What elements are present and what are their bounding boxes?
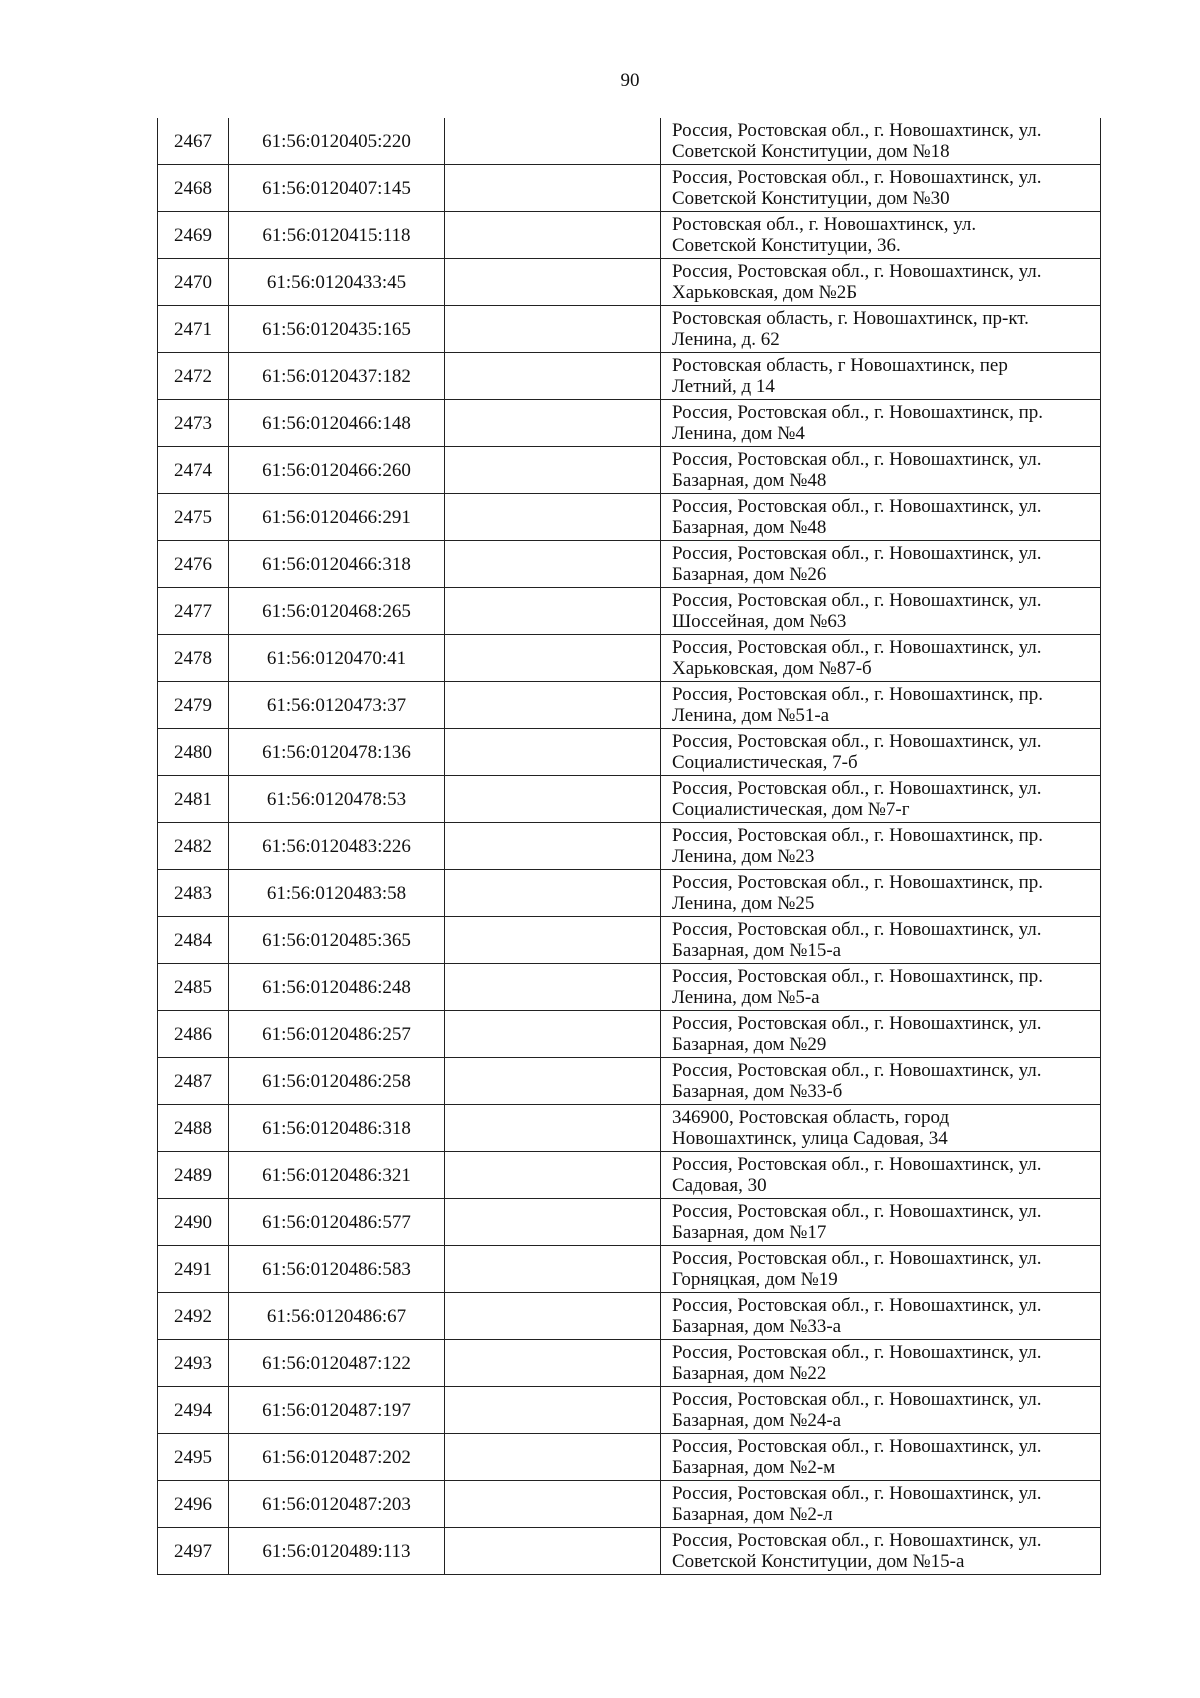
cadastral-number-cell: 61:56:0120487:203 xyxy=(229,1481,445,1528)
table-row xyxy=(158,494,1101,541)
cadastral-number-cell: 61:56:0120486:583 xyxy=(229,1246,445,1293)
row-number-cell: 2472 xyxy=(158,353,229,400)
row-number-cell: 2487 xyxy=(158,1058,229,1105)
table-row xyxy=(158,353,1101,400)
address-line-2: Социалистическая, дом №7-г xyxy=(672,799,910,820)
address-cell xyxy=(661,682,1101,729)
cadastral-number-cell: 61:56:0120435:165 xyxy=(229,306,445,353)
address-cell xyxy=(661,729,1101,776)
address-line-2: Летний, д 14 xyxy=(672,376,775,397)
empty-cell xyxy=(445,823,661,870)
address-line-2: Базарная, дом №15-а xyxy=(672,940,842,961)
row-number-cell: 2497 xyxy=(158,1528,229,1575)
table-row xyxy=(158,964,1101,1011)
empty-cell xyxy=(445,1199,661,1246)
table-row xyxy=(158,1481,1101,1528)
address-line-1: Россия, Ростовская обл., г. Новошахтинск, пр. xyxy=(672,684,1044,705)
cadastral-number-cell: 61:56:0120487:122 xyxy=(229,1340,445,1387)
table-row xyxy=(158,682,1101,729)
cadastral-number-cell: 61:56:0120486:577 xyxy=(229,1199,445,1246)
address-line-1: Россия, Ростовская обл., г. Новошахтинск, ул. xyxy=(672,120,1042,141)
cadastral-number-cell: 61:56:0120405:220 xyxy=(229,118,445,165)
address-line-1: Россия, Ростовская обл., г. Новошахтинск, ул. xyxy=(672,1201,1042,1222)
row-number-cell: 2494 xyxy=(158,1387,229,1434)
row-number-cell: 2476 xyxy=(158,541,229,588)
row-number-cell: 2489 xyxy=(158,1152,229,1199)
address-line-2: Базарная, дом №22 xyxy=(672,1363,827,1384)
address-line-1: Россия, Ростовская обл., г. Новошахтинск, пр. xyxy=(672,872,1044,893)
address-line-2: Садовая, 30 xyxy=(672,1175,767,1196)
address-cell xyxy=(661,447,1101,494)
cadastral-number-cell: 61:56:0120483:226 xyxy=(229,823,445,870)
address-line-1: Россия, Ростовская обл., г. Новошахтинск, ул. xyxy=(672,1483,1042,1504)
table-row xyxy=(158,1340,1101,1387)
address-cell xyxy=(661,964,1101,1011)
empty-cell xyxy=(445,447,661,494)
row-number-cell: 2468 xyxy=(158,165,229,212)
table-row xyxy=(158,1199,1101,1246)
address-line-1: Россия, Ростовская обл., г. Новошахтинск, ул. xyxy=(672,637,1042,658)
table-row xyxy=(158,776,1101,823)
address-line-1: 346900, Ростовская область, город xyxy=(672,1107,950,1128)
address-cell xyxy=(661,870,1101,917)
address-cell xyxy=(661,165,1101,212)
empty-cell xyxy=(445,306,661,353)
address-line-1: Россия, Ростовская обл., г. Новошахтинск, ул. xyxy=(672,1154,1042,1175)
empty-cell xyxy=(445,353,661,400)
empty-cell xyxy=(445,682,661,729)
address-line-2: Новошахтинск, улица Садовая, 34 xyxy=(672,1128,948,1149)
row-number-cell: 2474 xyxy=(158,447,229,494)
empty-cell xyxy=(445,118,661,165)
address-cell xyxy=(661,1246,1101,1293)
table-row xyxy=(158,729,1101,776)
table-row xyxy=(158,400,1101,447)
table-row xyxy=(158,1105,1101,1152)
address-line-1: Россия, Ростовская обл., г. Новошахтинск, ул. xyxy=(672,1342,1042,1363)
table-row xyxy=(158,541,1101,588)
row-number-cell: 2473 xyxy=(158,400,229,447)
address-line-1: Россия, Ростовская обл., г. Новошахтинск, ул. xyxy=(672,496,1042,517)
row-number-cell: 2479 xyxy=(158,682,229,729)
row-number-cell: 2496 xyxy=(158,1481,229,1528)
address-line-1: Россия, Ростовская обл., г. Новошахтинск, ул. xyxy=(672,543,1042,564)
cadastral-number-cell: 61:56:0120489:113 xyxy=(229,1528,445,1575)
row-number-cell: 2477 xyxy=(158,588,229,635)
table-row xyxy=(158,1293,1101,1340)
empty-cell xyxy=(445,1387,661,1434)
table-row xyxy=(158,447,1101,494)
empty-cell xyxy=(445,259,661,306)
table-row xyxy=(158,1528,1101,1575)
address-line-1: Россия, Ростовская обл., г. Новошахтинск, ул. xyxy=(672,731,1042,752)
empty-cell xyxy=(445,400,661,447)
empty-cell xyxy=(445,1011,661,1058)
address-line-1: Россия, Ростовская обл., г. Новошахтинск, ул. xyxy=(672,167,1042,188)
cadastral-number-cell: 61:56:0120473:37 xyxy=(229,682,445,729)
address-line-1: Россия, Ростовская обл., г. Новошахтинск, пр. xyxy=(672,966,1044,987)
address-line-2: Советской Конституции, дом №18 xyxy=(672,141,950,162)
address-cell xyxy=(661,588,1101,635)
address-line-1: Ростовская обл., г. Новошахтинск, ул. xyxy=(672,214,977,235)
registry-table xyxy=(157,118,1101,1575)
table-row xyxy=(158,1434,1101,1481)
row-number-cell: 2482 xyxy=(158,823,229,870)
table-row xyxy=(158,635,1101,682)
address-line-1: Россия, Ростовская обл., г. Новошахтинск, ул. xyxy=(672,1295,1042,1316)
row-number-cell: 2467 xyxy=(158,118,229,165)
address-line-1: Россия, Ростовская обл., г. Новошахтинск, ул. xyxy=(672,778,1042,799)
address-cell xyxy=(661,494,1101,541)
address-cell xyxy=(661,212,1101,259)
row-number-cell: 2486 xyxy=(158,1011,229,1058)
address-line-2: Харьковская, дом №87-б xyxy=(672,658,872,679)
address-cell xyxy=(661,1481,1101,1528)
empty-cell xyxy=(445,165,661,212)
empty-cell xyxy=(445,1481,661,1528)
cadastral-number-cell: 61:56:0120437:182 xyxy=(229,353,445,400)
address-line-1: Россия, Ростовская обл., г. Новошахтинск, ул. xyxy=(672,449,1042,470)
empty-cell xyxy=(445,1105,661,1152)
address-cell xyxy=(661,259,1101,306)
address-cell xyxy=(661,776,1101,823)
cadastral-number-cell: 61:56:0120486:258 xyxy=(229,1058,445,1105)
row-number-cell: 2478 xyxy=(158,635,229,682)
address-cell xyxy=(661,1387,1101,1434)
row-number-cell: 2484 xyxy=(158,917,229,964)
row-number-cell: 2492 xyxy=(158,1293,229,1340)
registry-table-body xyxy=(158,118,1101,1575)
row-number-cell: 2485 xyxy=(158,964,229,1011)
row-number-cell: 2471 xyxy=(158,306,229,353)
address-line-1: Россия, Ростовская обл., г. Новошахтинск, пр. xyxy=(672,825,1044,846)
cadastral-number-cell: 61:56:0120486:257 xyxy=(229,1011,445,1058)
cadastral-number-cell: 61:56:0120485:365 xyxy=(229,917,445,964)
address-line-1: Россия, Ростовская обл., г. Новошахтинск, ул. xyxy=(672,919,1042,940)
address-cell xyxy=(661,1293,1101,1340)
row-number-cell: 2475 xyxy=(158,494,229,541)
empty-cell xyxy=(445,870,661,917)
address-line-2: Шоссейная, дом №63 xyxy=(672,611,847,632)
table-row xyxy=(158,1011,1101,1058)
address-cell xyxy=(661,400,1101,447)
row-number-cell: 2491 xyxy=(158,1246,229,1293)
cadastral-number-cell: 61:56:0120487:197 xyxy=(229,1387,445,1434)
address-cell xyxy=(661,1058,1101,1105)
empty-cell xyxy=(445,1152,661,1199)
address-line-1: Россия, Ростовская обл., г. Новошахтинск, ул. xyxy=(672,590,1042,611)
table-row xyxy=(158,917,1101,964)
address-line-2: Советской Конституции, 36. xyxy=(672,235,901,256)
table-row xyxy=(158,212,1101,259)
address-cell xyxy=(661,1105,1101,1152)
table-row xyxy=(158,259,1101,306)
address-cell xyxy=(661,823,1101,870)
empty-cell xyxy=(445,729,661,776)
address-line-1: Россия, Ростовская обл., г. Новошахтинск, ул. xyxy=(672,1060,1042,1081)
address-cell xyxy=(661,1434,1101,1481)
empty-cell xyxy=(445,1246,661,1293)
address-line-2: Советской Конституции, дом №30 xyxy=(672,188,950,209)
cadastral-number-cell: 61:56:0120470:41 xyxy=(229,635,445,682)
table-row xyxy=(158,870,1101,917)
table-row xyxy=(158,1152,1101,1199)
address-line-2: Базарная, дом №33-б xyxy=(672,1081,843,1102)
address-line-1: Россия, Ростовская обл., г. Новошахтинск, ул. xyxy=(672,1530,1042,1551)
address-line-2: Горняцкая, дом №19 xyxy=(672,1269,838,1290)
table-row xyxy=(158,165,1101,212)
address-line-2: Базарная, дом №29 xyxy=(672,1034,827,1055)
address-line-1: Ростовская область, г Новошахтинск, пер xyxy=(672,355,1008,376)
cadastral-number-cell: 61:56:0120407:145 xyxy=(229,165,445,212)
address-line-2: Базарная, дом №24-а xyxy=(672,1410,842,1431)
address-cell xyxy=(661,306,1101,353)
address-line-2: Ленина, д. 62 xyxy=(672,329,780,350)
address-cell xyxy=(661,1340,1101,1387)
empty-cell xyxy=(445,1528,661,1575)
address-line-2: Базарная, дом №2-м xyxy=(672,1457,836,1478)
empty-cell xyxy=(445,494,661,541)
address-cell xyxy=(661,118,1101,165)
row-number-cell: 2488 xyxy=(158,1105,229,1152)
cadastral-number-cell: 61:56:0120487:202 xyxy=(229,1434,445,1481)
address-line-2: Базарная, дом №48 xyxy=(672,517,827,538)
cadastral-number-cell: 61:56:0120486:248 xyxy=(229,964,445,1011)
row-number-cell: 2495 xyxy=(158,1434,229,1481)
empty-cell xyxy=(445,917,661,964)
cadastral-number-cell: 61:56:0120486:67 xyxy=(229,1293,445,1340)
cadastral-number-cell: 61:56:0120478:136 xyxy=(229,729,445,776)
address-cell xyxy=(661,1011,1101,1058)
address-line-2: Ленина, дом №51-а xyxy=(672,705,830,726)
address-line-1: Россия, Ростовская обл., г. Новошахтинск, ул. xyxy=(672,261,1042,282)
cadastral-number-cell: 61:56:0120466:260 xyxy=(229,447,445,494)
cadastral-number-cell: 61:56:0120433:45 xyxy=(229,259,445,306)
empty-cell xyxy=(445,776,661,823)
address-line-1: Ростовская область, г. Новошахтинск, пр-кт. xyxy=(672,308,1029,329)
cadastral-number-cell: 61:56:0120466:148 xyxy=(229,400,445,447)
address-cell xyxy=(661,353,1101,400)
row-number-cell: 2480 xyxy=(158,729,229,776)
address-line-1: Россия, Ростовская обл., г. Новошахтинск, ул. xyxy=(672,1436,1042,1457)
address-cell xyxy=(661,917,1101,964)
row-number-cell: 2490 xyxy=(158,1199,229,1246)
cadastral-number-cell: 61:56:0120468:265 xyxy=(229,588,445,635)
empty-cell xyxy=(445,212,661,259)
table-row xyxy=(158,1387,1101,1434)
address-cell xyxy=(661,1199,1101,1246)
row-number-cell: 2469 xyxy=(158,212,229,259)
table-row xyxy=(158,823,1101,870)
empty-cell xyxy=(445,1434,661,1481)
address-line-2: Ленина, дом №23 xyxy=(672,846,815,867)
empty-cell xyxy=(445,1340,661,1387)
address-line-2: Социалистическая, 7-б xyxy=(672,752,858,773)
table-row xyxy=(158,588,1101,635)
empty-cell xyxy=(445,541,661,588)
cadastral-number-cell: 61:56:0120486:318 xyxy=(229,1105,445,1152)
cadastral-number-cell: 61:56:0120486:321 xyxy=(229,1152,445,1199)
address-cell xyxy=(661,635,1101,682)
address-line-2: Базарная, дом №48 xyxy=(672,470,827,491)
address-line-2: Советской Конституции, дом №15-а xyxy=(672,1551,965,1572)
address-line-1: Россия, Ростовская обл., г. Новошахтинск, ул. xyxy=(672,1013,1042,1034)
address-line-2: Харьковская, дом №2Б xyxy=(672,282,858,303)
table-row xyxy=(158,1058,1101,1105)
cadastral-number-cell: 61:56:0120478:53 xyxy=(229,776,445,823)
empty-cell xyxy=(445,635,661,682)
address-cell xyxy=(661,1152,1101,1199)
address-line-2: Ленина, дом №5-а xyxy=(672,987,820,1008)
empty-cell xyxy=(445,1058,661,1105)
table-row xyxy=(158,306,1101,353)
table-row xyxy=(158,1246,1101,1293)
row-number-cell: 2493 xyxy=(158,1340,229,1387)
row-number-cell: 2483 xyxy=(158,870,229,917)
address-cell xyxy=(661,541,1101,588)
cadastral-number-cell: 61:56:0120483:58 xyxy=(229,870,445,917)
row-number-cell: 2470 xyxy=(158,259,229,306)
address-line-1: Россия, Ростовская обл., г. Новошахтинск, пр. xyxy=(672,402,1044,423)
page-number: 90 xyxy=(620,70,640,91)
address-line-2: Ленина, дом №25 xyxy=(672,893,815,914)
table-row xyxy=(158,118,1101,165)
empty-cell xyxy=(445,964,661,1011)
row-number-cell: 2481 xyxy=(158,776,229,823)
address-line-2: Базарная, дом №2-л xyxy=(672,1504,833,1525)
address-line-2: Базарная, дом №17 xyxy=(672,1222,827,1243)
cadastral-number-cell: 61:56:0120466:291 xyxy=(229,494,445,541)
address-line-2: Ленина, дом №4 xyxy=(672,423,805,444)
address-line-1: Россия, Ростовская обл., г. Новошахтинск, ул. xyxy=(672,1248,1042,1269)
address-line-2: Базарная, дом №26 xyxy=(672,564,827,585)
empty-cell xyxy=(445,588,661,635)
cadastral-number-cell: 61:56:0120415:118 xyxy=(229,212,445,259)
address-line-2: Базарная, дом №33-а xyxy=(672,1316,842,1337)
address-line-1: Россия, Ростовская обл., г. Новошахтинск, ул. xyxy=(672,1389,1042,1410)
empty-cell xyxy=(445,1293,661,1340)
address-cell xyxy=(661,1528,1101,1575)
cadastral-number-cell: 61:56:0120466:318 xyxy=(229,541,445,588)
